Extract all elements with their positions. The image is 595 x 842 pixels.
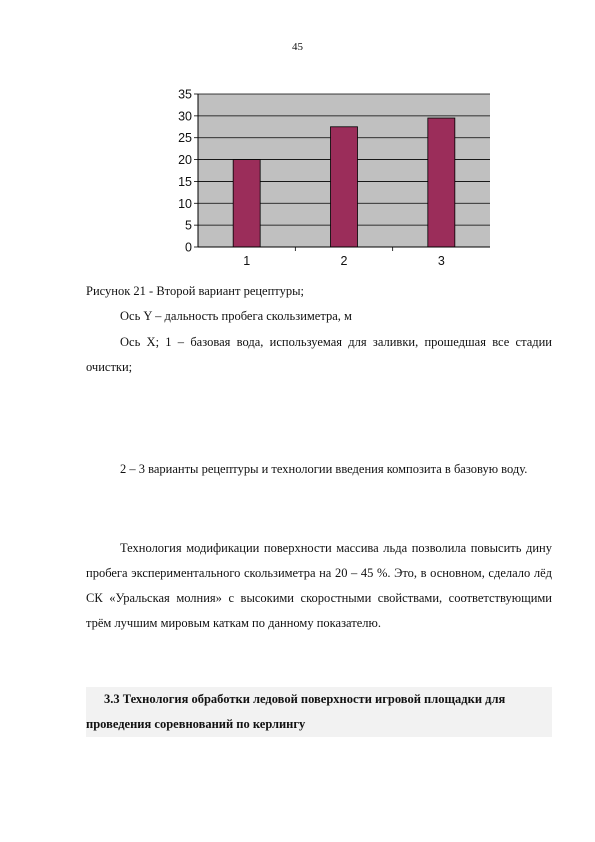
- bar: [428, 118, 455, 247]
- y-tick-label: 35: [178, 87, 192, 102]
- y-tick-label: 25: [178, 131, 192, 146]
- bar: [331, 127, 358, 247]
- bar: [233, 160, 260, 247]
- axis-y-description: Ось Y – дальность пробега скользиметра, м: [120, 309, 352, 323]
- y-tick-label: 15: [178, 174, 192, 189]
- y-tick-label: 10: [178, 196, 192, 211]
- variants-description: 2 – 3 варианты рецептуры и технологии введения композита в базовую воду.: [120, 462, 528, 476]
- axis-x-description: Ось X; 1 – базовая вода, используемая для заливки, прошедшая все стадии очистки;: [86, 335, 552, 374]
- chart-svg: [160, 86, 495, 276]
- page-number: 45: [292, 41, 303, 53]
- x-tick-label: 2: [340, 254, 348, 268]
- bar-chart: [160, 86, 495, 276]
- conclusion-paragraph: Технология модификации поверхности массива льда позволила повысить дину пробега экспериментального скользиметра на 20 – 45 %. Это, в основном, сделало лёд СК «Уральская молния» с высокими скоростными свойствами, соответствующими трём лучшим мировым каткам по данному показателю.: [86, 541, 552, 630]
- y-tick-label: 30: [178, 109, 192, 124]
- x-tick-label: 1: [243, 254, 251, 268]
- x-tick-label: 3: [437, 254, 445, 268]
- y-tick-label: 0: [185, 240, 192, 255]
- section-heading: 3.3 Технология обработки ледовой поверхности игровой площадки для проведения соревнований по керлингу: [86, 687, 552, 737]
- y-tick-label: 5: [185, 218, 192, 233]
- y-tick-label: 20: [178, 153, 192, 168]
- figure-caption: Рисунок 21 - Второй вариант рецептуры;: [86, 284, 304, 298]
